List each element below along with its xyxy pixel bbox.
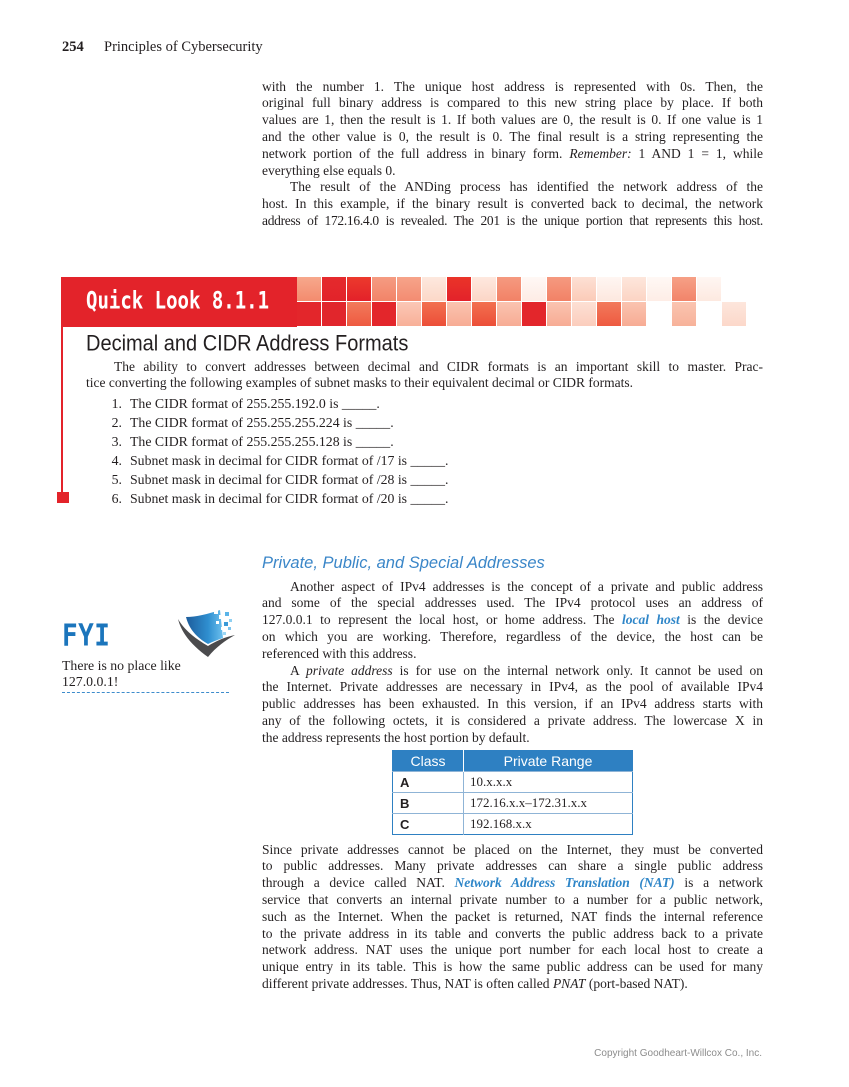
term-private-address: private address xyxy=(305,662,393,678)
item-number: 2. xyxy=(111,414,122,430)
grid-tile xyxy=(547,277,571,301)
item-text: Subnet mask in decimal for CIDR format of /28 is _____. xyxy=(130,471,449,487)
text-run: 127.0.0.1 to represent the local host, or home address. The xyxy=(262,612,623,628)
grid-tile xyxy=(522,277,546,301)
grid-tile xyxy=(347,302,371,326)
grid-tile xyxy=(547,302,571,326)
fyi-divider xyxy=(62,692,229,693)
shield-icon xyxy=(176,609,236,659)
grid-tile xyxy=(447,302,471,326)
item-number: 1. xyxy=(111,395,122,411)
text-line: host. In this example, if the binary result is converted back to decimal, the network xyxy=(262,196,763,212)
grid-tile xyxy=(372,277,396,301)
grid-tile xyxy=(622,277,646,301)
quick-look-end-marker xyxy=(57,492,69,503)
class-cell: A xyxy=(393,772,464,793)
grid-tile xyxy=(472,277,496,301)
text-line: the Internet. Private addresses are necessary in IPv4, as the pool of available IPv4 xyxy=(262,679,763,695)
text-line: Since private addresses cannot be placed on the Internet, they must be converted xyxy=(262,841,763,857)
column-header-private-range: Private Range xyxy=(464,751,633,772)
text-run: is for use on the internal network only. It cannot be used on xyxy=(392,662,763,678)
text-line: The result of the ANDing process has identified the network address of the xyxy=(290,179,763,195)
grid-tile xyxy=(572,302,596,326)
exercise-item xyxy=(100,451,700,470)
grid-tile xyxy=(672,302,696,326)
item-number: 3. xyxy=(111,433,122,449)
intro-text xyxy=(262,79,763,230)
text-line: service that converts an internal private number to a number for a public network, xyxy=(262,891,763,907)
text-line: such as the Internet. When the packet is returned, NAT finds the internal reference xyxy=(262,908,763,924)
grid-tile xyxy=(597,302,621,326)
grid-tile xyxy=(322,277,346,301)
text-line: everything else equals 0. xyxy=(262,162,396,178)
fyi-text xyxy=(62,658,232,692)
private-range-table xyxy=(392,750,633,835)
quick-look-side-rule xyxy=(61,327,63,492)
table-row xyxy=(393,793,633,814)
text-line: on which you are working. Therefore, regardless of the device, the host can be xyxy=(262,628,763,644)
range-cell: 172.16.x.x–172.31.x.x xyxy=(464,793,633,814)
grid-tile xyxy=(347,277,371,301)
text-line: and some of the special addresses used. The IPv4 protocol uses an address of xyxy=(262,595,763,611)
section-body xyxy=(262,579,763,747)
exercise-list xyxy=(100,394,700,509)
grid-tile xyxy=(722,302,746,326)
table-row xyxy=(393,772,633,793)
grid-tile xyxy=(622,302,646,326)
exercise-item xyxy=(100,394,700,413)
grid-tile xyxy=(647,277,671,301)
text-line: tice converting the following examples of subnet masks to their equivalent decimal or CIDR formats. xyxy=(86,375,633,391)
copyright-notice: Copyright Goodheart-Willcox Co., Inc. xyxy=(594,1048,762,1059)
table-row xyxy=(393,814,633,835)
text-line: network address. NAT uses the unique port number for each local host to create a xyxy=(262,942,763,958)
class-cell: C xyxy=(393,814,464,835)
text-line: values are 1, then the result is 1. If both values are 0, the result is 0. If one value is 1 xyxy=(262,112,763,128)
text-line: original full binary address is compared to this new string place by place. If both xyxy=(262,95,763,111)
grid-tile xyxy=(447,277,471,301)
text-run: network portion of the full address in binary form. xyxy=(262,145,570,161)
text-line xyxy=(262,976,763,993)
grid-tile xyxy=(697,277,721,301)
grid-tile xyxy=(372,302,396,326)
grid-tile xyxy=(597,277,621,301)
fyi-text-line: There is no place like xyxy=(62,657,181,673)
text-line: The ability to convert addresses between decimal and CIDR formats is an important skill to master. Prac- xyxy=(114,358,763,374)
text-run: A xyxy=(290,662,306,678)
class-cell: B xyxy=(393,793,464,814)
fyi-label: FYI xyxy=(62,618,111,654)
item-text: Subnet mask in decimal for CIDR format of /20 is _____. xyxy=(130,490,449,506)
exercise-item xyxy=(100,413,700,432)
range-cell: 10.x.x.x xyxy=(464,772,633,793)
text-line: unique entry in its table. This is how the same public address can be used for many xyxy=(262,959,763,975)
quick-look-title: Decimal and CIDR Address Formats xyxy=(86,331,409,357)
key-term-nat[interactable]: Network Address Translation (NAT) xyxy=(454,875,675,891)
grid-tile xyxy=(422,277,446,301)
text-line: address of 172.16.4.0 is revealed. The 201 is the unique portion that represents this host. xyxy=(262,212,763,228)
term-pnat: PNAT xyxy=(552,975,586,991)
text-line: any of the following octets, it is considered a private address. The lowercase X in xyxy=(262,712,763,728)
grid-tile xyxy=(297,277,321,301)
grid-tile xyxy=(397,302,421,326)
grid-tile xyxy=(322,302,346,326)
grid-tile xyxy=(297,302,321,326)
text-line xyxy=(262,875,763,892)
text-run: is the device xyxy=(679,612,763,628)
grid-tile xyxy=(497,277,521,301)
text-line: referenced with this address. xyxy=(262,645,417,661)
key-term-local-host[interactable]: local host xyxy=(622,612,680,628)
section-heading: Private, Public, and Special Addresses xyxy=(262,554,545,572)
text-line xyxy=(262,146,763,163)
grid-tile xyxy=(497,302,521,326)
text-line: with the number 1. The unique host address is represented with 0s. Then, the xyxy=(262,78,763,94)
book-title: Principles of Cybersecurity xyxy=(104,39,263,55)
text-run: (port-based NAT). xyxy=(585,975,688,991)
item-text: The CIDR format of 255.255.255.224 is _____. xyxy=(130,414,394,430)
nat-paragraph xyxy=(262,842,763,993)
text-run: 1 AND 1 = 1, while xyxy=(631,145,763,161)
text-line: public addresses has been exhausted. In this version, if an IPv4 address starts with xyxy=(262,696,763,712)
grid-tile xyxy=(422,302,446,326)
text-line: to the private address in its table and converts the public address back to a private xyxy=(262,925,763,941)
text-run: different private addresses. Thus, NAT is often called xyxy=(262,975,553,991)
item-number: 6. xyxy=(111,490,122,506)
running-header xyxy=(62,38,362,56)
item-number: 4. xyxy=(111,452,122,468)
text-run: through a device called NAT. xyxy=(262,875,455,891)
grid-tile xyxy=(472,302,496,326)
text-run: is a network xyxy=(674,875,763,891)
grid-tile xyxy=(672,277,696,301)
item-text: The CIDR format of 255.255.192.0 is _____. xyxy=(130,395,380,411)
grid-tile xyxy=(522,302,546,326)
text-line xyxy=(262,663,763,680)
exercise-item xyxy=(100,432,700,451)
remember-label: Remember: xyxy=(569,145,632,161)
item-text: The CIDR format of 255.255.255.128 is _____. xyxy=(130,433,394,449)
quick-look-label: Quick Look 8.1.1 xyxy=(86,287,270,315)
column-header-class: Class xyxy=(393,751,464,772)
text-line: to public addresses. Many private addresses can share a single public address xyxy=(262,858,763,874)
quick-look-instructions xyxy=(86,359,763,393)
range-cell: 192.168.x.x xyxy=(464,814,633,835)
text-line: and the other value is 0, the result is 0. The final result is a string representing the xyxy=(262,128,763,144)
item-text: Subnet mask in decimal for CIDR format of /17 is _____. xyxy=(130,452,449,468)
text-line xyxy=(262,612,763,629)
grid-tile xyxy=(572,277,596,301)
text-line: the address represents the host portion by default. xyxy=(262,729,530,745)
text-line: Another aspect of IPv4 addresses is the concept of a private and public address xyxy=(290,578,763,594)
exercise-item xyxy=(100,470,700,489)
grid-tile xyxy=(397,277,421,301)
page-number: 254 xyxy=(62,39,84,55)
item-number: 5. xyxy=(111,471,122,487)
table-header-row xyxy=(393,751,633,772)
exercise-item xyxy=(100,489,700,508)
fyi-text-line: 127.0.0.1! xyxy=(62,674,119,690)
